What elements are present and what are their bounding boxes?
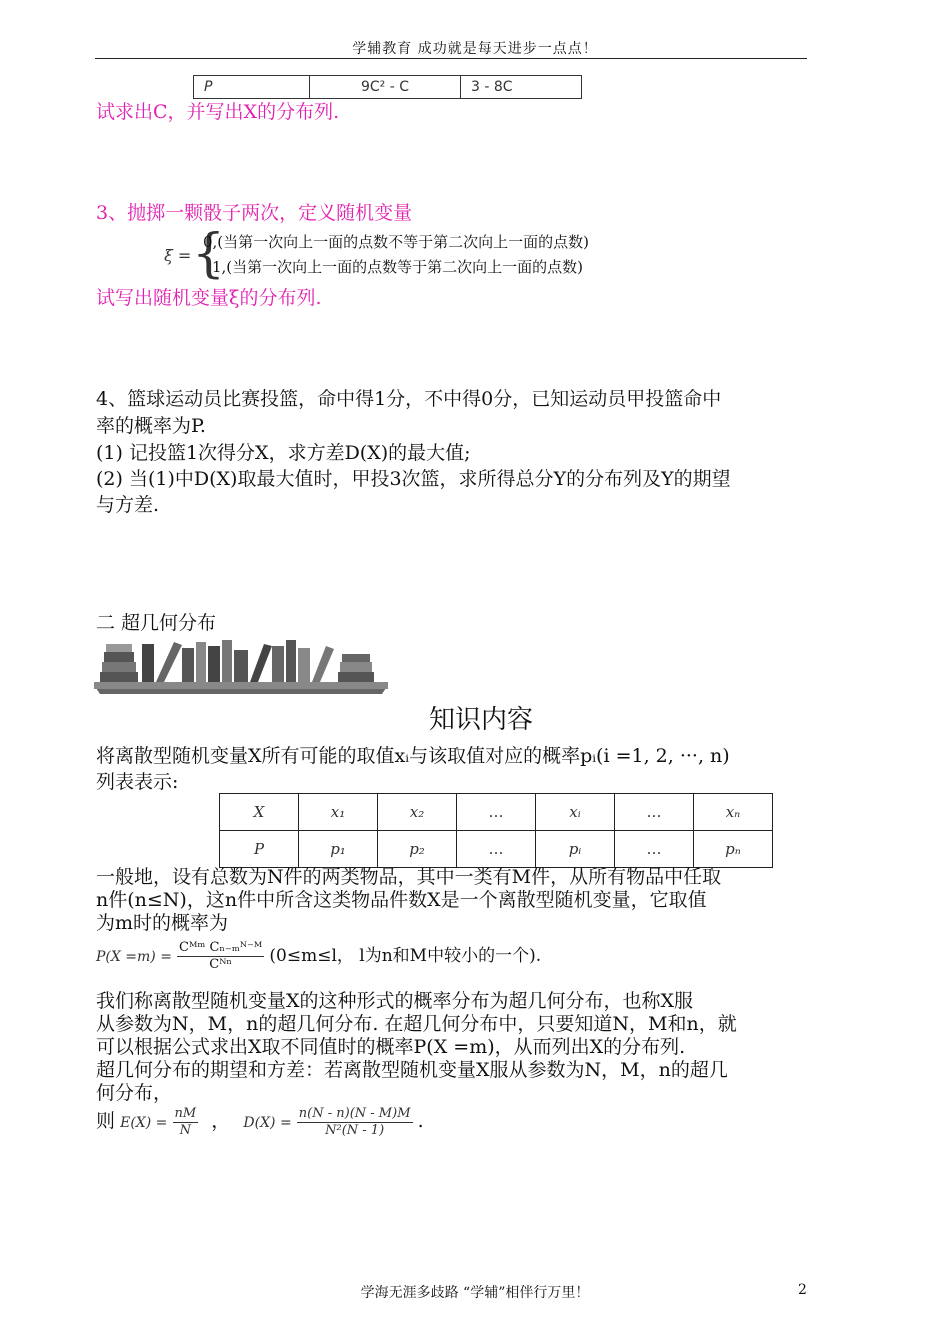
expectation-fraction <box>173 1106 199 1139</box>
dist-prob-pn: pₙ <box>694 831 773 868</box>
dist-prob-pi: pᵢ <box>536 831 615 868</box>
dist-value-x1: x₁ <box>299 794 378 831</box>
dist-prob-p2: p₂ <box>378 831 457 868</box>
variance-numerator: n(N - n)(N - M)M <box>298 1106 411 1121</box>
para-4b: 何分布， <box>96 1082 173 1104</box>
formula-prefix: 则 <box>96 1110 116 1132</box>
expectation-denominator: N <box>179 1123 192 1138</box>
expectation-numerator: nM <box>174 1106 197 1121</box>
para-2a: 一般地，设有总数为N件的两类物品，其中一类有M件，从所有物品中任取 <box>96 866 722 888</box>
table-cell-p: P <box>194 76 310 99</box>
dist-ellipsis: … <box>457 794 536 831</box>
dist-ellipsis: … <box>615 794 694 831</box>
para-3b: 从参数为N，M，n的超几何分布. 在超几何分布中，只要知道N，M和n，就 <box>96 1013 737 1035</box>
knowledge-banner: 知识内容 <box>428 705 533 735</box>
books-illustration <box>94 634 388 694</box>
variance-denominator: N²(N - 1) <box>325 1123 385 1138</box>
hypergeometric-formula <box>96 940 541 973</box>
para-4a: 超几何分布的期望和方差：若离散型随机变量X服从参数为N，M，n的超几 <box>96 1059 728 1081</box>
para-1a: 将离散型随机变量X所有可能的取值xᵢ与该取值对应的概率pᵢ(i =1, 2, ···, n) <box>96 745 730 767</box>
xi-symbol: ξ = <box>164 246 192 265</box>
dist-value-xi: xᵢ <box>536 794 615 831</box>
formula-numerator: Cᴹᵐ Cₙ₋ₘᴺ⁻ᴹ <box>179 940 263 955</box>
distribution-table <box>219 793 773 868</box>
question-3-instruction: 试写出随机变量ξ的分布列. <box>96 287 322 309</box>
case-1: 0,(当第一次向上一面的点数不等于第二次向上一面的点数) <box>203 233 590 251</box>
question-2-instruction: 试求出C，并写出X的分布列. <box>96 101 340 123</box>
question-3-line1: 3、抛掷一颗骰子两次，定义随机变量 <box>96 202 413 224</box>
para-3c: 可以根据公式求出X取不同值时的概率P(X =m)，从而列出X的分布列. <box>96 1036 686 1058</box>
formula-separator: ， <box>211 1110 231 1132</box>
formula-period: . <box>417 1110 424 1132</box>
expectation-lhs: E(X) = <box>120 1115 168 1131</box>
para-2c: 为m时的概率为 <box>96 912 229 934</box>
question-4-line5: 与方差. <box>96 494 160 516</box>
formula-fraction <box>177 940 264 973</box>
formula-lhs: P(X =m) = <box>96 949 172 965</box>
header-rule <box>95 58 807 59</box>
dist-ellipsis: … <box>457 831 536 868</box>
dist-value-xn: xₙ <box>694 794 773 831</box>
section-title: 二 超几何分布 <box>96 612 217 634</box>
dist-header-p: P <box>220 831 299 868</box>
probability-table-fragment <box>193 75 582 99</box>
para-1b: 列表表示: <box>96 771 179 793</box>
question-4-part2: (2) 当(1)中D(X)取最大值时，甲投3次篮，求所得总分Y的分布列及Y的期望 <box>96 468 731 490</box>
page-number: 2 <box>798 1282 807 1298</box>
formula-condition: (0≤m≤l， l为n和M中较小的一个). <box>269 946 542 966</box>
dist-prob-p1: p₁ <box>299 831 378 868</box>
expectation-variance-formula <box>96 1106 424 1139</box>
para-3a: 我们称离散型随机变量X的这种形式的概率分布为超几何分布，也称X服 <box>96 990 694 1012</box>
dist-ellipsis: … <box>615 831 694 868</box>
dist-header-x: X <box>220 794 299 831</box>
table-cell-expr2: 3 - 8C <box>461 76 582 99</box>
table-cell-expr1: 9C² - C <box>310 76 461 99</box>
variance-fraction <box>297 1106 413 1139</box>
cases-brace: { <box>192 224 226 284</box>
para-2b: n件(n≤N)，这n件中所含这类物品件数X是一个离散型随机变量，它取值 <box>96 889 707 911</box>
formula-denominator: Cᴺⁿ <box>209 957 233 972</box>
case-2: 1,(当第一次向上一面的点数等于第二次向上一面的点数) <box>212 258 584 276</box>
variance-lhs: D(X) = <box>243 1115 292 1131</box>
question-4-part1: (1) 记投篮1次得分X，求方差D(X)的最大值; <box>96 442 471 464</box>
question-4-line2: 率的概率为P. <box>96 415 206 437</box>
dist-value-x2: x₂ <box>378 794 457 831</box>
page-footer: 学海无涯多歧路 “学辅”相伴行万里！ <box>360 1285 590 1301</box>
question-4-line1: 4、篮球运动员比赛投篮，命中得1分，不中得0分，已知运动员甲投篮命中 <box>96 388 722 410</box>
page-header: 学辅教育 成功就是每天进步一点点！ <box>352 41 598 57</box>
